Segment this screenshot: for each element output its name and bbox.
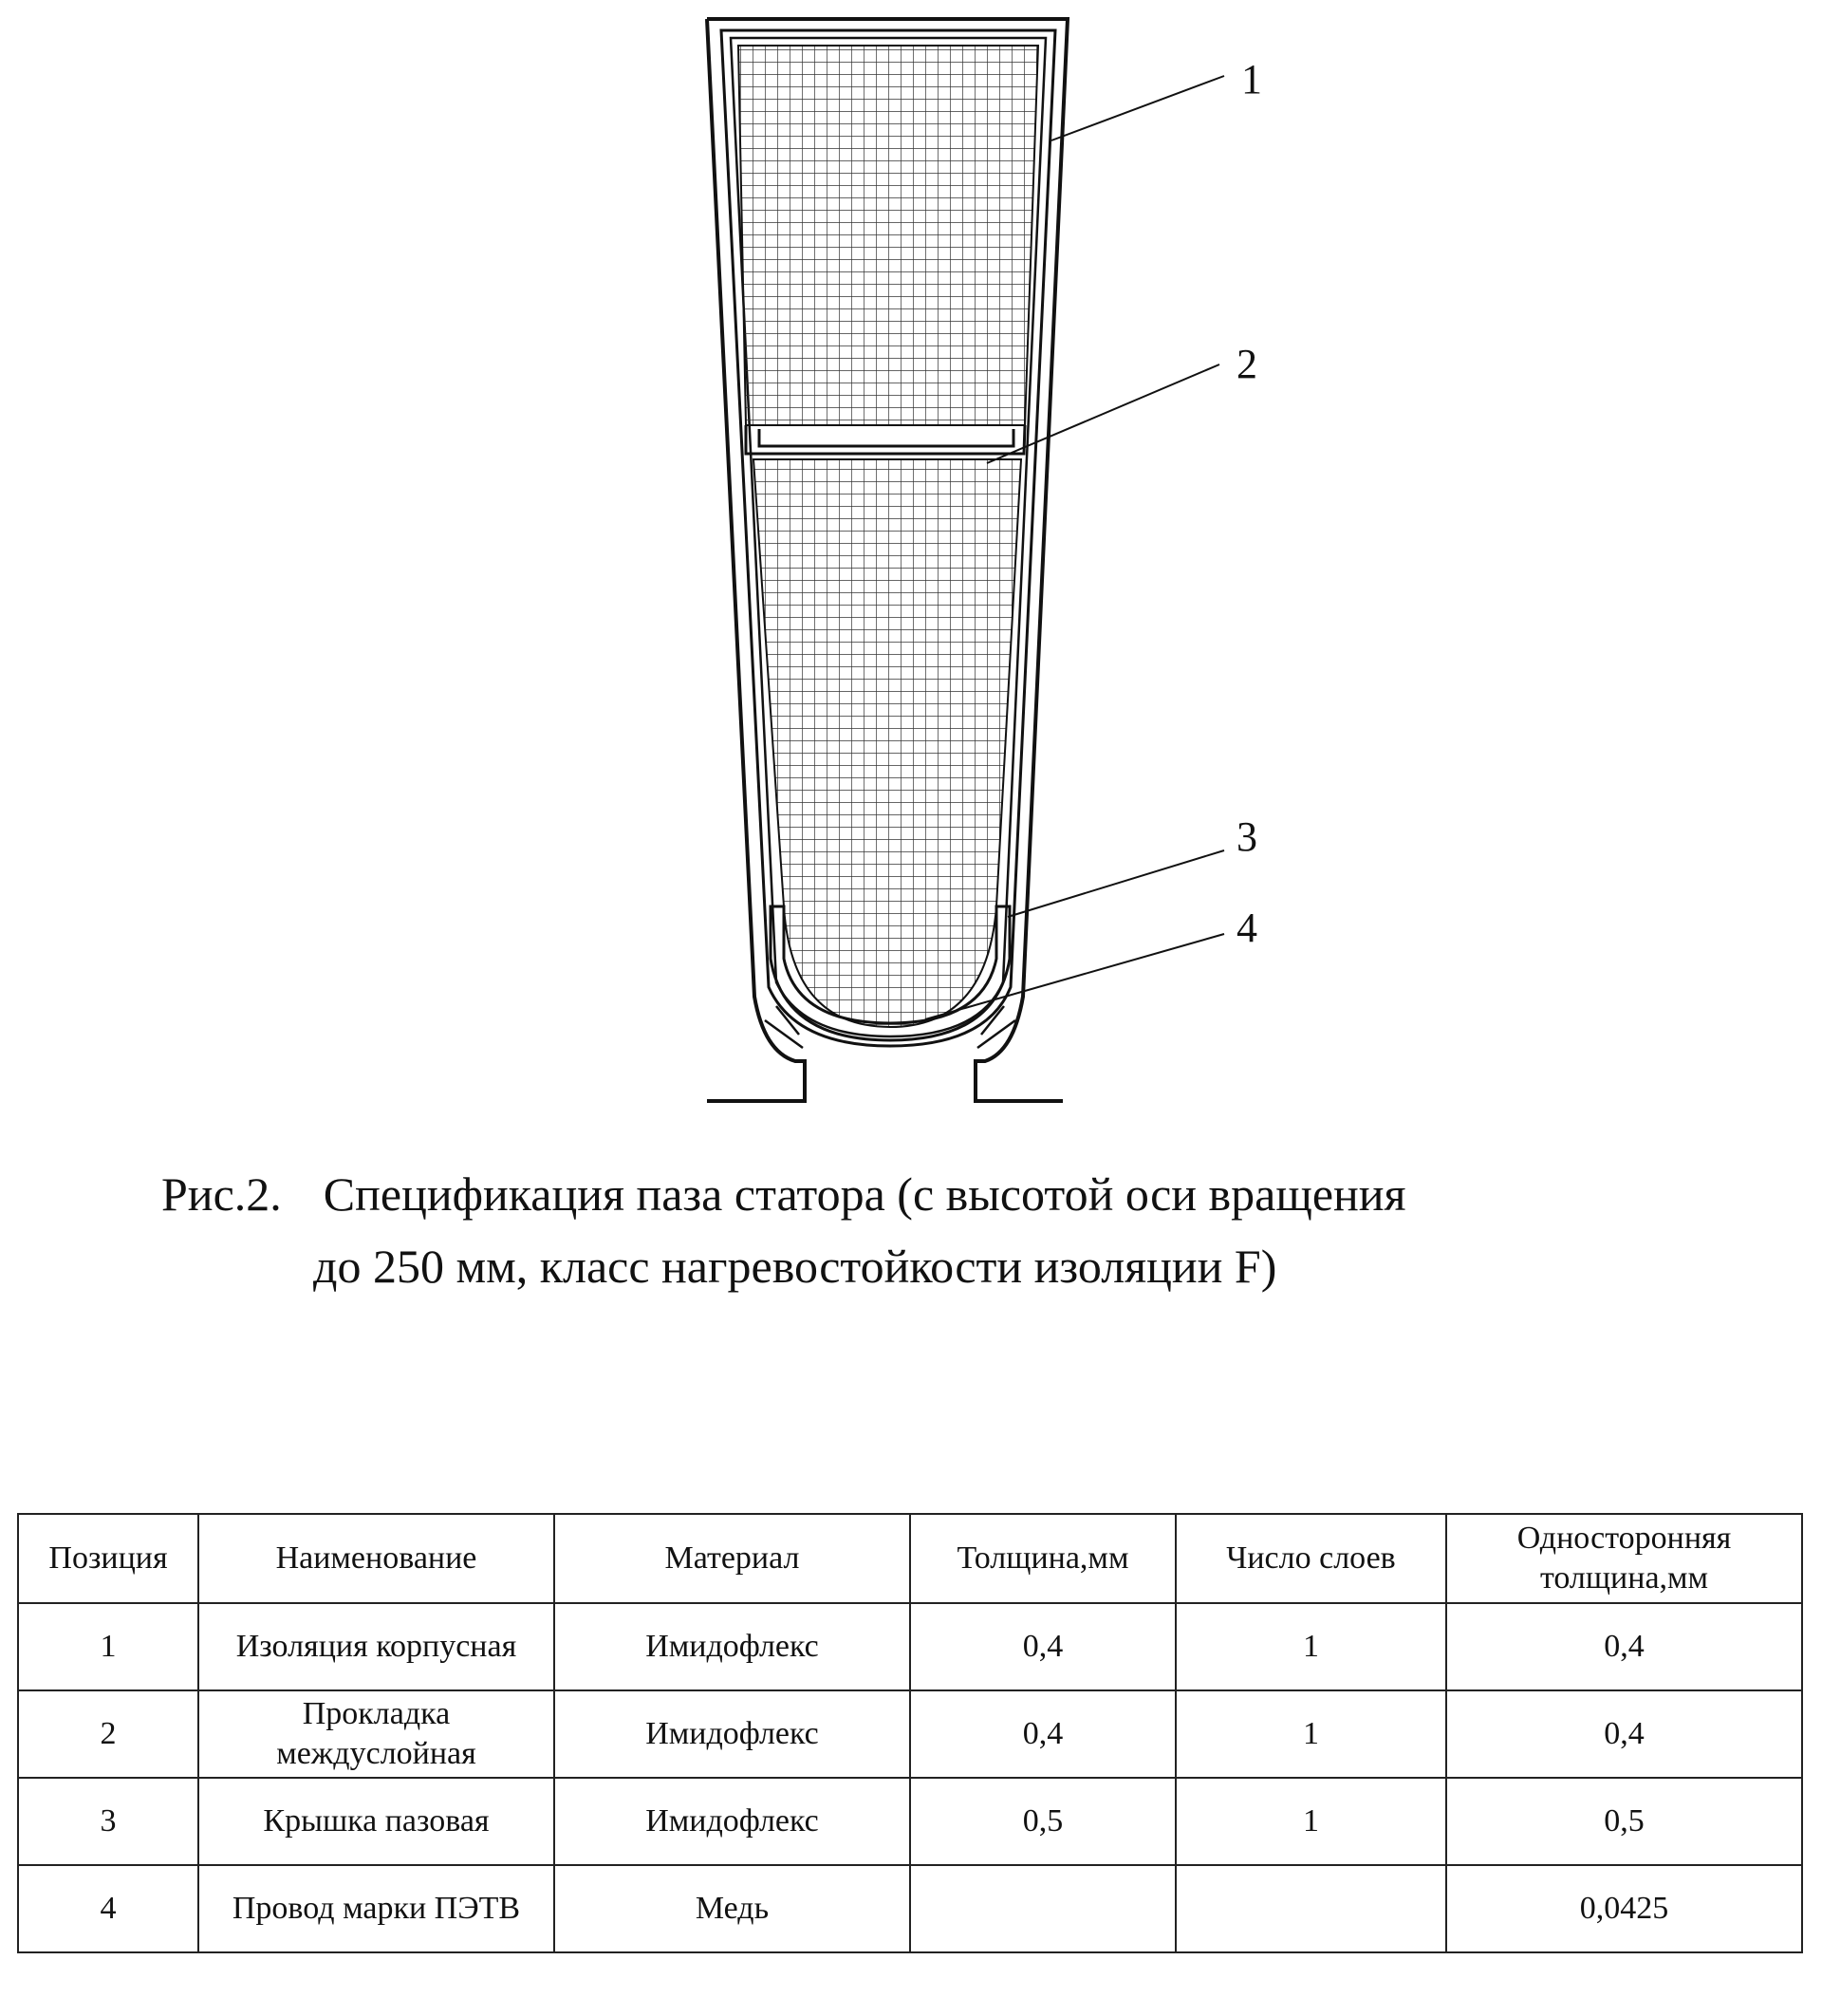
cell-layers: 1: [1176, 1778, 1446, 1865]
cell-one-side: 0,0425: [1446, 1865, 1802, 1952]
cell-thickness: [910, 1865, 1176, 1952]
interlayer-spacer: [746, 425, 1025, 454]
table-row: [18, 1690, 1802, 1778]
cell-position: 1: [18, 1603, 198, 1690]
cell-name: Крышка пазовая: [198, 1778, 554, 1865]
callout-2: 2: [1236, 341, 1257, 387]
cell-position: 3: [18, 1778, 198, 1865]
winding-upper: [738, 46, 1038, 425]
header-layers: Число слоев: [1176, 1514, 1446, 1603]
table-row: [18, 1603, 1802, 1690]
caption-line-1: Спецификация паза статора (с высотой оси вращения: [323, 1167, 1406, 1221]
cell-material: Имидофлекс: [554, 1778, 910, 1865]
cell-layers: [1176, 1865, 1446, 1952]
table-row: [18, 1865, 1802, 1952]
cell-position: 2: [18, 1690, 198, 1778]
cell-one-side: 0,4: [1446, 1690, 1802, 1778]
cell-name: Изоляция корпусная: [198, 1603, 554, 1690]
cell-layers: 1: [1176, 1603, 1446, 1690]
header-material: Материал: [554, 1514, 910, 1603]
cell-thickness: 0,4: [910, 1603, 1176, 1690]
header-one-side-thickness: Односторонняя толщина,мм: [1446, 1514, 1802, 1603]
figure-caption: [161, 1158, 1680, 1302]
cell-name: Провод марки ПЭТВ: [198, 1865, 554, 1952]
cell-layers: 1: [1176, 1690, 1446, 1778]
cell-one-side: 0,5: [1446, 1778, 1802, 1865]
table-row: [18, 1778, 1802, 1865]
header-position: Позиция: [18, 1514, 198, 1603]
leader-line-3: [1008, 850, 1224, 917]
callout-3: 3: [1236, 813, 1257, 860]
cell-thickness: 0,4: [910, 1690, 1176, 1778]
header-name: Наименование: [198, 1514, 554, 1603]
winding-lower: [753, 459, 1021, 1027]
leader-line-1: [1051, 76, 1224, 140]
header-thickness: Толщина,мм: [910, 1514, 1176, 1603]
cell-one-side: 0,4: [1446, 1603, 1802, 1690]
callout-4: 4: [1236, 905, 1257, 951]
specification-table: [17, 1513, 1803, 1953]
cell-material: Имидофлекс: [554, 1603, 910, 1690]
callout-1: 1: [1241, 56, 1262, 103]
table-header-row: [18, 1514, 1802, 1603]
caption-prefix: Рис.2.: [161, 1167, 282, 1221]
cell-name: Прокладка междуслойная: [198, 1690, 554, 1778]
cell-material: Медь: [554, 1865, 910, 1952]
cell-thickness: 0,5: [910, 1778, 1176, 1865]
cell-position: 4: [18, 1865, 198, 1952]
caption-line-2: до 250 мм, класс нагревостойкости изоляции F): [313, 1240, 1277, 1293]
cell-material: Имидофлекс: [554, 1690, 910, 1778]
